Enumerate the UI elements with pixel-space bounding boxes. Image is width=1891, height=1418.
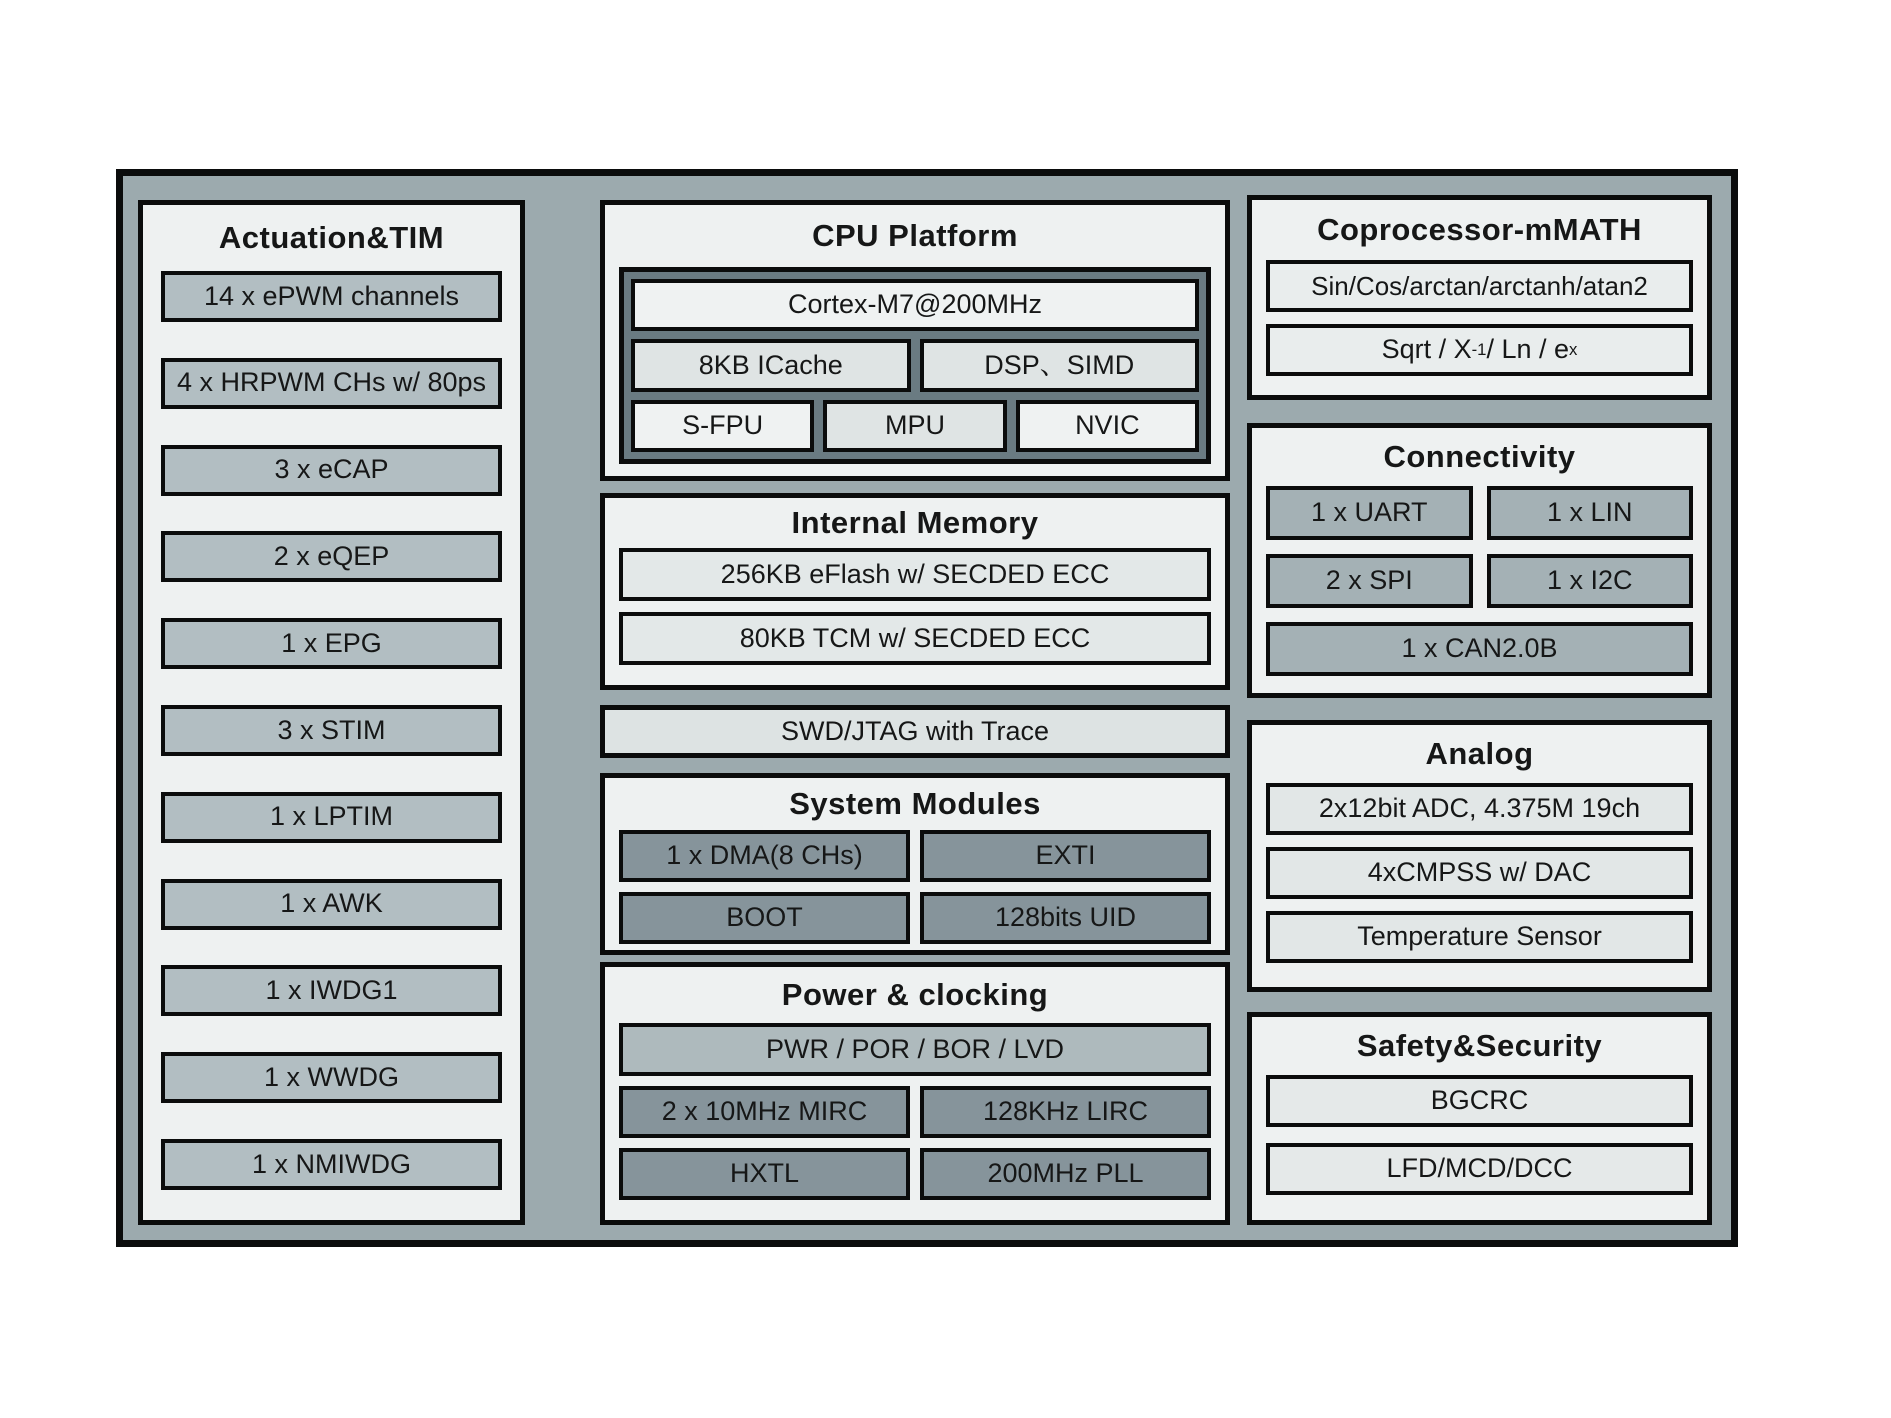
cpu-nvic-box: NVIC [1016,400,1199,452]
coprocessor-trig-box: Sin/Cos/arctan/arctanh/atan2 [1266,260,1693,312]
safety-title: Safety&Security [1356,1028,1603,1063]
memory-eflash-box: 256KB eFlash w/ SECDED ECC [619,548,1211,601]
actuation-eqep-box: 2 x eQEP [161,531,502,582]
system-uid-box: 128bits UID [920,892,1211,944]
actuation-wwdg-box: 1 x WWDG [161,1052,502,1103]
actuation-awk-box: 1 x AWK [161,879,502,930]
actuation-iwdg1-box: 1 x IWDG1 [161,965,502,1016]
power-pwr-box: PWR / POR / BOR / LVD [619,1023,1211,1076]
connectivity-title: Connectivity [1383,439,1576,474]
safety-bgcrc-box: BGCRC [1266,1075,1693,1127]
panel-actuation-tim [138,200,525,1225]
cpu-core-box: Cortex-M7@200MHz [631,279,1199,331]
cpu-icache-box: 8KB ICache [631,339,911,391]
actuation-title: Actuation&TIM [218,220,445,255]
coprocessor-sqrt-box: Sqrt / X -1 / Ln / e x [1266,324,1693,376]
connectivity-spi-box: 2 x SPI [1266,554,1473,608]
power-hxtl-box: HXTL [619,1148,910,1200]
system-dma-box: 1 x DMA(8 CHs) [619,830,910,882]
cpu-fpu-row [631,400,1199,452]
actuation-hrpwm-box: 4 x HRPWM CHs w/ 80ps [161,358,502,409]
memory-list [619,548,1211,665]
connectivity-can-box: 1 x CAN2.0B [1266,622,1693,676]
system-title: System Modules [789,786,1041,821]
panel-safety-security [1247,1012,1712,1225]
panel-system-modules [600,773,1230,955]
connectivity-lin-box: 1 x LIN [1487,486,1694,540]
actuation-lptim-box: 1 x LPTIM [161,792,502,843]
cpu-mpu-box: MPU [823,400,1006,452]
actuation-list [161,271,502,1190]
power-lirc-box: 128KHz LIRC [920,1086,1211,1138]
memory-title: Internal Memory [791,505,1039,540]
coprocessor-sqrt-text: Sqrt / X [1381,334,1472,365]
cpu-core-row [631,279,1199,331]
analog-title: Analog [1425,736,1534,771]
swd-jtag-box: SWD/JTAG with Trace [600,705,1230,758]
panel-connectivity [1247,423,1712,698]
actuation-epwm-box: 14 x ePWM channels [161,271,502,322]
system-grid [619,830,1211,944]
coprocessor-title: Coprocessor-mMATH [1317,212,1642,247]
coprocessor-ln-text: / Ln / e [1486,334,1570,365]
actuation-stim-box: 3 x STIM [161,705,502,756]
cpu-sfpu-box: S-FPU [631,400,814,452]
connectivity-grid [1266,486,1693,608]
safety-lfd-box: LFD/MCD/DCC [1266,1143,1693,1195]
panel-cpu-platform [600,200,1230,481]
actuation-nmiwdg-box: 1 x NMIWDG [161,1139,502,1190]
analog-temp-sensor-box: Temperature Sensor [1266,911,1693,963]
actuation-epg-box: 1 x EPG [161,618,502,669]
power-pll-box: 200MHz PLL [920,1148,1211,1200]
power-mirc-box: 2 x 10MHz MIRC [619,1086,910,1138]
safety-list [1266,1075,1693,1195]
cpu-title: CPU Platform [812,218,1018,253]
system-boot-box: BOOT [619,892,910,944]
analog-cmpss-box: 4xCMPSS w/ DAC [1266,847,1693,899]
connectivity-uart-box: 1 x UART [1266,486,1473,540]
power-title: Power & clocking [781,977,1049,1012]
cpu-cache-row [631,339,1199,391]
soc-block-diagram [116,169,1738,1247]
panel-analog [1247,720,1712,992]
coprocessor-list [1266,260,1693,376]
cpu-inner-frame [619,267,1211,464]
memory-tcm-box: 80KB TCM w/ SECDED ECC [619,612,1211,665]
cpu-dsp-simd-box: DSP、SIMD [920,339,1200,391]
panel-power-clocking [600,962,1230,1225]
panel-internal-memory [600,493,1230,690]
actuation-ecap-box: 3 x eCAP [161,445,502,496]
analog-list [1266,783,1693,963]
connectivity-i2c-box: 1 x I2C [1487,554,1694,608]
power-grid [619,1086,1211,1200]
panel-coprocessor-mmath [1247,195,1712,400]
system-exti-box: EXTI [920,830,1211,882]
analog-adc-box: 2x12bit ADC, 4.375M 19ch [1266,783,1693,835]
